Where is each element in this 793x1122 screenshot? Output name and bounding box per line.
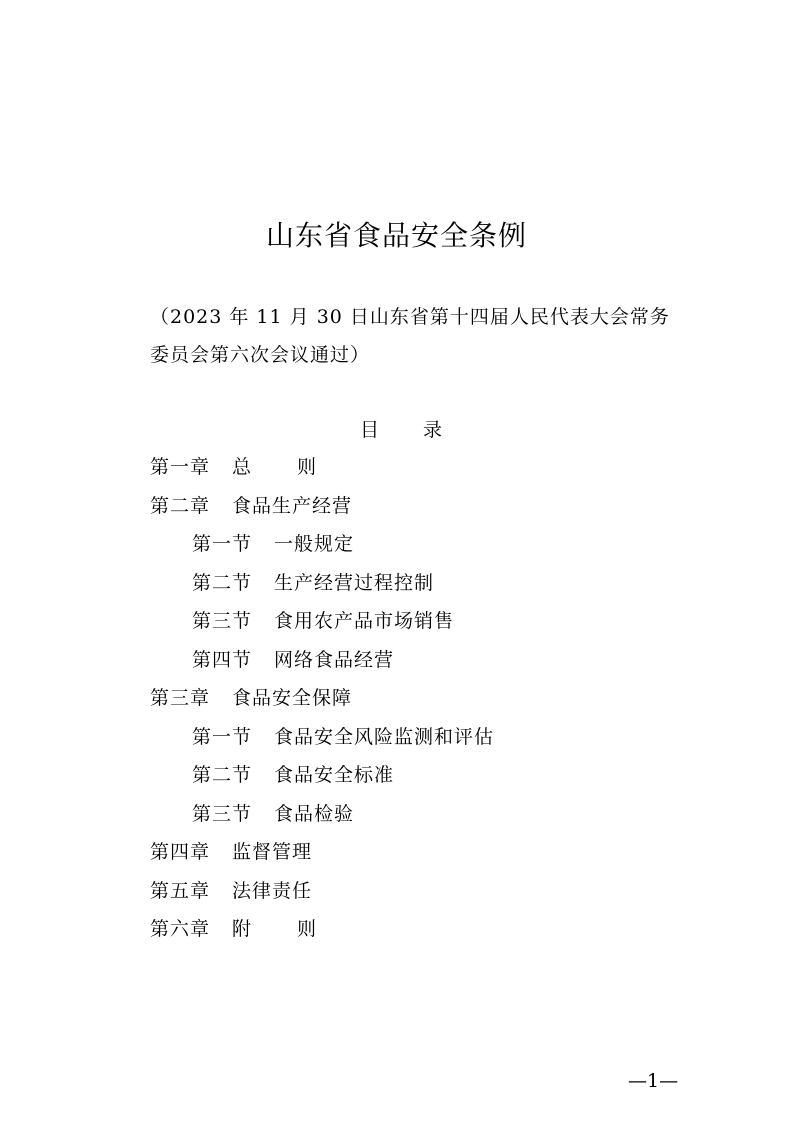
page-number: —1—	[628, 1070, 679, 1092]
toc-heading-char: 目	[360, 419, 380, 441]
toc-entry-chapter	[150, 837, 312, 867]
toc-entry-text: 食用农产品市场销售	[274, 610, 455, 632]
toc-entry-section	[192, 606, 454, 636]
toc-entry-chapter	[150, 491, 352, 521]
toc-entry-text: 网络食品经营	[274, 648, 395, 671]
toc-entry-number: 第一节	[192, 533, 253, 555]
toc-entry-number: 第二节	[192, 571, 253, 594]
toc-entry-text: 总则	[232, 456, 363, 478]
toc-entry-section	[192, 568, 434, 598]
toc-entry-section	[192, 722, 494, 752]
toc-entry-chapter	[150, 452, 362, 482]
toc-entry-number: 第六章	[150, 918, 211, 940]
toc-entry-number: 第四章	[150, 841, 211, 863]
toc-entry-chapter	[150, 876, 312, 906]
toc-entry-text: 食品生产经营	[232, 494, 353, 517]
toc-entry-number: 第五章	[150, 879, 211, 902]
toc-heading	[360, 415, 442, 445]
toc-entry-text: 食品安全风险监测和评估	[274, 725, 495, 748]
toc-entry-number: 第三节	[192, 802, 253, 825]
toc-entry-section	[192, 645, 394, 675]
toc-entry-chapter	[150, 914, 362, 944]
toc-entry-chapter	[150, 683, 352, 713]
toc-entry-text: 法律责任	[232, 879, 313, 902]
toc-heading-char: 录	[423, 419, 443, 441]
toc-entry-text: 附则	[232, 918, 363, 940]
toc-entry-number: 第四节	[192, 648, 253, 671]
toc-entry-section	[192, 760, 394, 790]
toc-entry-text: 一般规定	[274, 533, 355, 555]
toc-entry-section	[192, 529, 354, 559]
toc-entry-text: 生产经营过程控制	[274, 571, 435, 594]
adoption-note-line: 委员会第六次会议通过）	[150, 344, 371, 366]
document-title: 山东省食品安全条例	[265, 219, 527, 252]
toc-entry-number: 第二节	[192, 764, 253, 786]
toc-entry-number: 第一章	[150, 456, 211, 478]
toc-entry-text: 食品安全标准	[274, 764, 395, 786]
toc-entry-number: 第三节	[192, 610, 253, 632]
adoption-note-line: （2023 年 11 月 30 日山东省第十四届人民代表大会常务	[150, 306, 670, 328]
toc-entry-section	[192, 799, 354, 829]
toc-entry-text: 监督管理	[232, 841, 313, 863]
toc-entry-number: 第二章	[150, 494, 211, 517]
toc-entry-text: 食品检验	[274, 802, 355, 825]
adoption-note	[150, 298, 670, 374]
toc-entry-text: 食品安全保障	[232, 687, 353, 709]
toc-entry-number: 第一节	[192, 725, 253, 748]
toc-entry-number: 第三章	[150, 687, 211, 709]
